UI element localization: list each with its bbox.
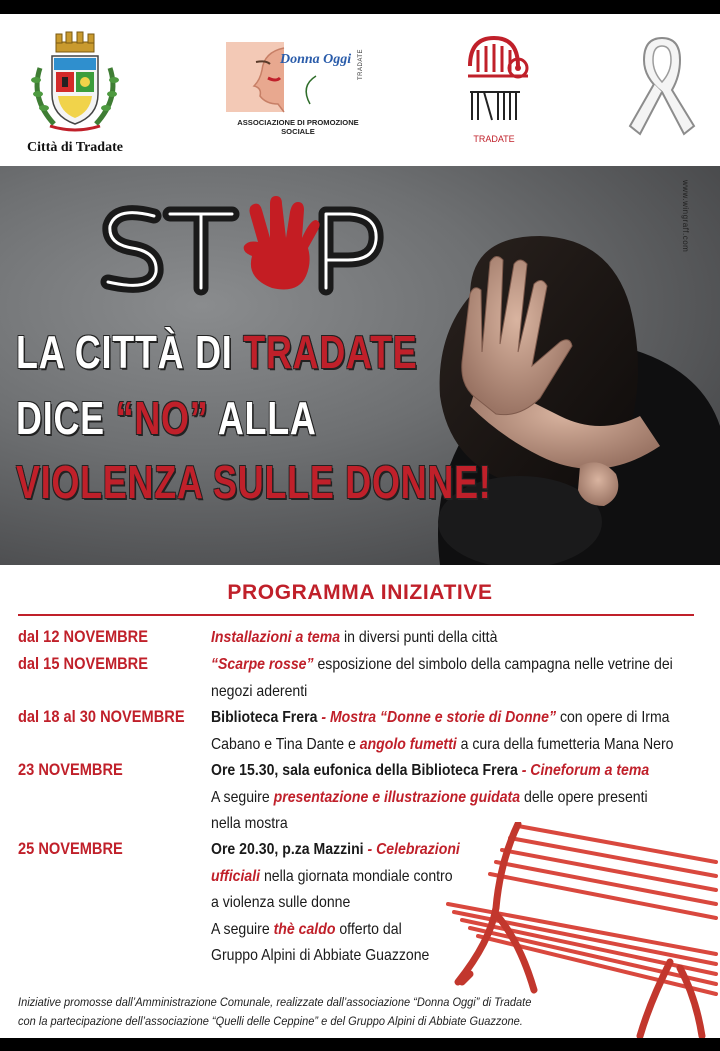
donna-oggi-vertical-text: TRADATE — [358, 48, 364, 80]
city-of-tradate-logo — [14, 28, 136, 156]
event-highlight: ufficiali — [211, 867, 261, 885]
program-title: PROGRAMMA INIZIATIVE — [227, 581, 493, 604]
event-text: a cura della fumetteria Mana Nero — [456, 735, 674, 753]
footer-credits — [18, 994, 618, 1032]
event-highlight: presentazione e illustrazione guidata — [273, 788, 521, 806]
poster — [0, 14, 720, 1038]
event-text: A seguire — [211, 920, 274, 938]
headline-line-2 — [16, 392, 317, 444]
event-highlight: Installazioni a tema — [211, 629, 341, 646]
event-highlight: Cineforum a tema — [530, 762, 650, 779]
event-text: esposizione del simbolo della campagna nelle vetrine dei — [313, 656, 673, 673]
event-description — [211, 837, 460, 970]
headline-line-2-white-a: DICE — [16, 392, 116, 444]
event-highlight: Celebrazioni — [376, 841, 460, 858]
city-caption: Città di Tradate — [27, 140, 123, 155]
event-text: offerto dal — [335, 920, 402, 938]
white-ribbon-icon — [624, 30, 700, 142]
event-highlight: angolo fumetti — [359, 735, 457, 753]
headline-line-1 — [16, 326, 418, 378]
event-separator: - — [317, 709, 330, 726]
program-divider — [18, 614, 694, 616]
event-text: Cabano e Tina Dante e — [211, 735, 360, 753]
coat-of-arms-icon — [14, 28, 136, 136]
event-date: 23 NOVEMBRE — [18, 760, 123, 779]
headline-line-1-red: TRADATE — [243, 326, 418, 378]
event-text: in diversi punti della città — [340, 629, 498, 646]
arch-logo — [464, 32, 536, 150]
donna-oggi-association: ASSOCIAZIONE DI PROMOZIONE SOCIALE — [237, 118, 359, 136]
event-text: a violenza sulle donne — [211, 894, 351, 911]
donna-oggi-logo — [226, 42, 370, 136]
event-description — [211, 652, 673, 705]
headline-line-1-white: LA CITTÀ DI — [16, 326, 244, 378]
event-venue: Ore 15.30, sala eufonica della Biblioteca Frera — [211, 762, 518, 779]
event-text: con opere di Irma — [556, 709, 670, 726]
event-description — [211, 625, 497, 652]
event-highlight: “Scarpe rosse” — [211, 656, 314, 673]
event-text: nella giornata mondiale contro — [260, 867, 453, 885]
event-venue: Biblioteca Frera — [211, 709, 318, 726]
donna-oggi-title: Donna Oggi — [280, 52, 352, 67]
event-date: dal 18 al 30 NOVEMBRE — [18, 707, 185, 726]
event-text: nella mostra — [211, 815, 288, 832]
headline-line-3: VIOLENZA SULLE DONNE! — [16, 456, 492, 508]
headline-line-2-white-b: ALLA — [208, 392, 317, 444]
event-text: negozi aderenti — [211, 682, 308, 700]
footer-line-1: Iniziative promosse dall’Amministrazione Comunale, realizzate dall’associazione “Donna Oggi” di Tradate — [18, 997, 532, 1009]
arch-building-icon — [464, 32, 536, 132]
stop-violence-banner — [0, 166, 720, 565]
event-highlight: Mostra “Donne e storie di Donne” — [329, 709, 557, 726]
event-text: Gruppo Alpini di Abbiate Guazzone — [211, 947, 430, 964]
logo-strip — [0, 14, 720, 166]
arch-caption: TRADATE — [473, 134, 515, 144]
headline-line-2-red: “NO” — [115, 392, 209, 444]
footer-line-2: con la partecipazione dell’associazione “Quelli delle Ceppine” e del Gruppo Alpini di Abbiate Guazzone. — [18, 1016, 523, 1028]
event-text: delle opere presenti — [520, 788, 648, 806]
event-text: A seguire — [211, 788, 274, 806]
event-description — [211, 705, 674, 758]
event-venue: Ore 20.30, p.za Mazzini — [211, 841, 364, 858]
event-separator: - — [517, 762, 531, 779]
event-highlight: thè caldo — [273, 920, 336, 938]
event-date: 25 NOVEMBRE — [18, 839, 123, 858]
event-separator: - — [363, 841, 377, 858]
red-handprint-icon — [244, 196, 320, 290]
event-date: dal 12 NOVEMBRE — [18, 627, 148, 646]
event-date: dal 15 NOVEMBRE — [18, 654, 148, 673]
photo-credit: www.wingraff.com — [681, 180, 690, 253]
stop-word-graphic — [96, 196, 386, 300]
